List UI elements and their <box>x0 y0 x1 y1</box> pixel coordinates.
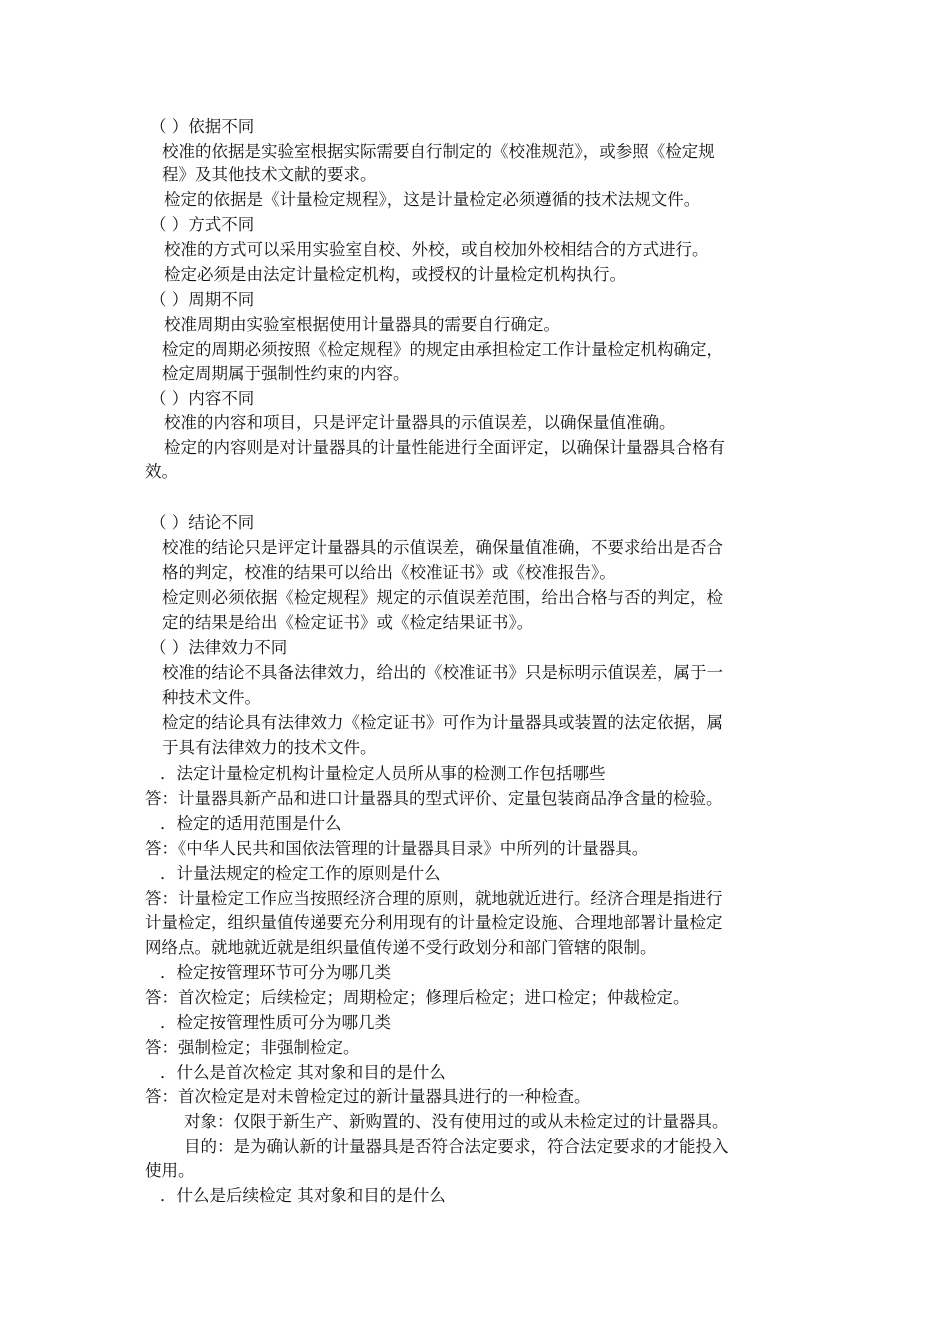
body-line: 检定的依据是《计量检定规程》，这是计量检定必须遵循的技术法规文件。 <box>164 190 701 209</box>
body-line: 校准周期由实验室根据使用计量器具的需要自行确定。 <box>164 315 560 334</box>
question-line: ．什么是后续检定 其对象和目的是什么 <box>160 1186 446 1205</box>
question-line: ．法定计量检定机构计量检定人员所从事的检测工作包括哪些 <box>160 764 606 783</box>
question-line: ．检定的适用范围是什么 <box>160 814 342 833</box>
answer-line: 答：首次检定；后续检定；周期检定；修理后检定；进口检定；仲裁检定。 <box>145 988 690 1007</box>
section-heading: （ ）方式不同 <box>150 215 255 234</box>
section-heading: （ ）内容不同 <box>150 389 255 408</box>
section-heading: （ ）法律效力不同 <box>150 638 288 657</box>
answer-line: 使用。 <box>145 1161 195 1180</box>
section-heading: （ ）结论不同 <box>150 513 255 532</box>
answer-line: 答：计量器具新产品和进口计量器具的型式评价、定量包装商品净含量的检验。 <box>145 789 723 808</box>
body-line: 校准的结论不具备法律效力，给出的《校准证书》只是标明示值误差，属于一 <box>162 663 723 682</box>
answer-line: 目的：是为确认新的计量器具是否符合法定要求，符合法定要求的才能投入 <box>184 1137 729 1156</box>
answer-line: 答：《中华人民共和国依法管理的计量器具目录》中所列的计量器具。 <box>145 839 649 858</box>
body-line: 检定必须是由法定计量检定机构，或授权的计量检定机构执行。 <box>164 265 626 284</box>
section-heading: （ ）周期不同 <box>150 290 255 309</box>
body-line: 定的结果是给出《检定证书》或《检定结果证书》。 <box>162 613 534 632</box>
body-line: 格的判定，校准的结果可以给出《校准证书》或《校准报告》。 <box>162 563 616 582</box>
answer-line: 网络点。就地就近就是组织量值传递不受行政划分和部门管辖的限制。 <box>145 938 657 957</box>
body-line: 校准的内容和项目，只是评定计量器具的示值误差，以确保量值准确。 <box>164 413 676 432</box>
answer-line: 答：强制检定；非强制检定。 <box>145 1038 360 1057</box>
answer-line: 计量检定，组织量值传递要充分利用现有的计量检定设施、合理地部署计量检定 <box>145 913 723 932</box>
body-line: 校准的依据是实验室根据实际需要自行制定的《校准规范》，或参照《检定规 <box>162 142 715 161</box>
question-line: ．计量法规定的检定工作的原则是什么 <box>160 864 441 883</box>
body-line: 检定的内容则是对计量器具的计量性能进行全面评定，以确保计量器具合格有 <box>164 438 725 457</box>
body-line: 程》及其他技术文献的要求。 <box>162 165 377 184</box>
body-line: 效。 <box>145 462 178 481</box>
question-line: ．检定按管理环节可分为哪几类 <box>160 963 391 982</box>
body-line: 检定的结论具有法律效力《检定证书》可作为计量器具或装置的法定依据，属 <box>162 713 723 732</box>
body-line: 种技术文件。 <box>162 688 261 707</box>
question-line: ．检定按管理性质可分为哪几类 <box>160 1013 391 1032</box>
body-line: 于具有法律效力的技术文件。 <box>162 738 377 757</box>
body-line: 检定的周期必须按照《检定规程》的规定由承担检定工作计量检定机构确定， <box>162 340 723 359</box>
section-heading: （ ）依据不同 <box>150 117 255 136</box>
question-line: ．什么是首次检定 其对象和目的是什么 <box>160 1063 446 1082</box>
body-line: 检定周期属于强制性约束的内容。 <box>162 364 410 383</box>
answer-line: 对象：仅限于新生产、新购置的、没有使用过的或从未检定过的计量器具。 <box>184 1112 729 1131</box>
answer-line: 答：首次检定是对未曾检定过的新计量器具进行的一种检查。 <box>145 1087 591 1106</box>
answer-line: 答：计量检定工作应当按照经济合理的原则，就地就近进行。经济合理是指进行 <box>145 889 723 908</box>
body-line: 校准的结论只是评定计量器具的示值误差，确保量值准确，不要求给出是否合 <box>162 538 723 557</box>
body-line: 校准的方式可以采用实验室自校、外校，或自校加外校相结合的方式进行。 <box>164 240 709 259</box>
body-line: 检定则必须依据《检定规程》规定的示值误差范围，给出合格与否的判定，检 <box>162 588 723 607</box>
